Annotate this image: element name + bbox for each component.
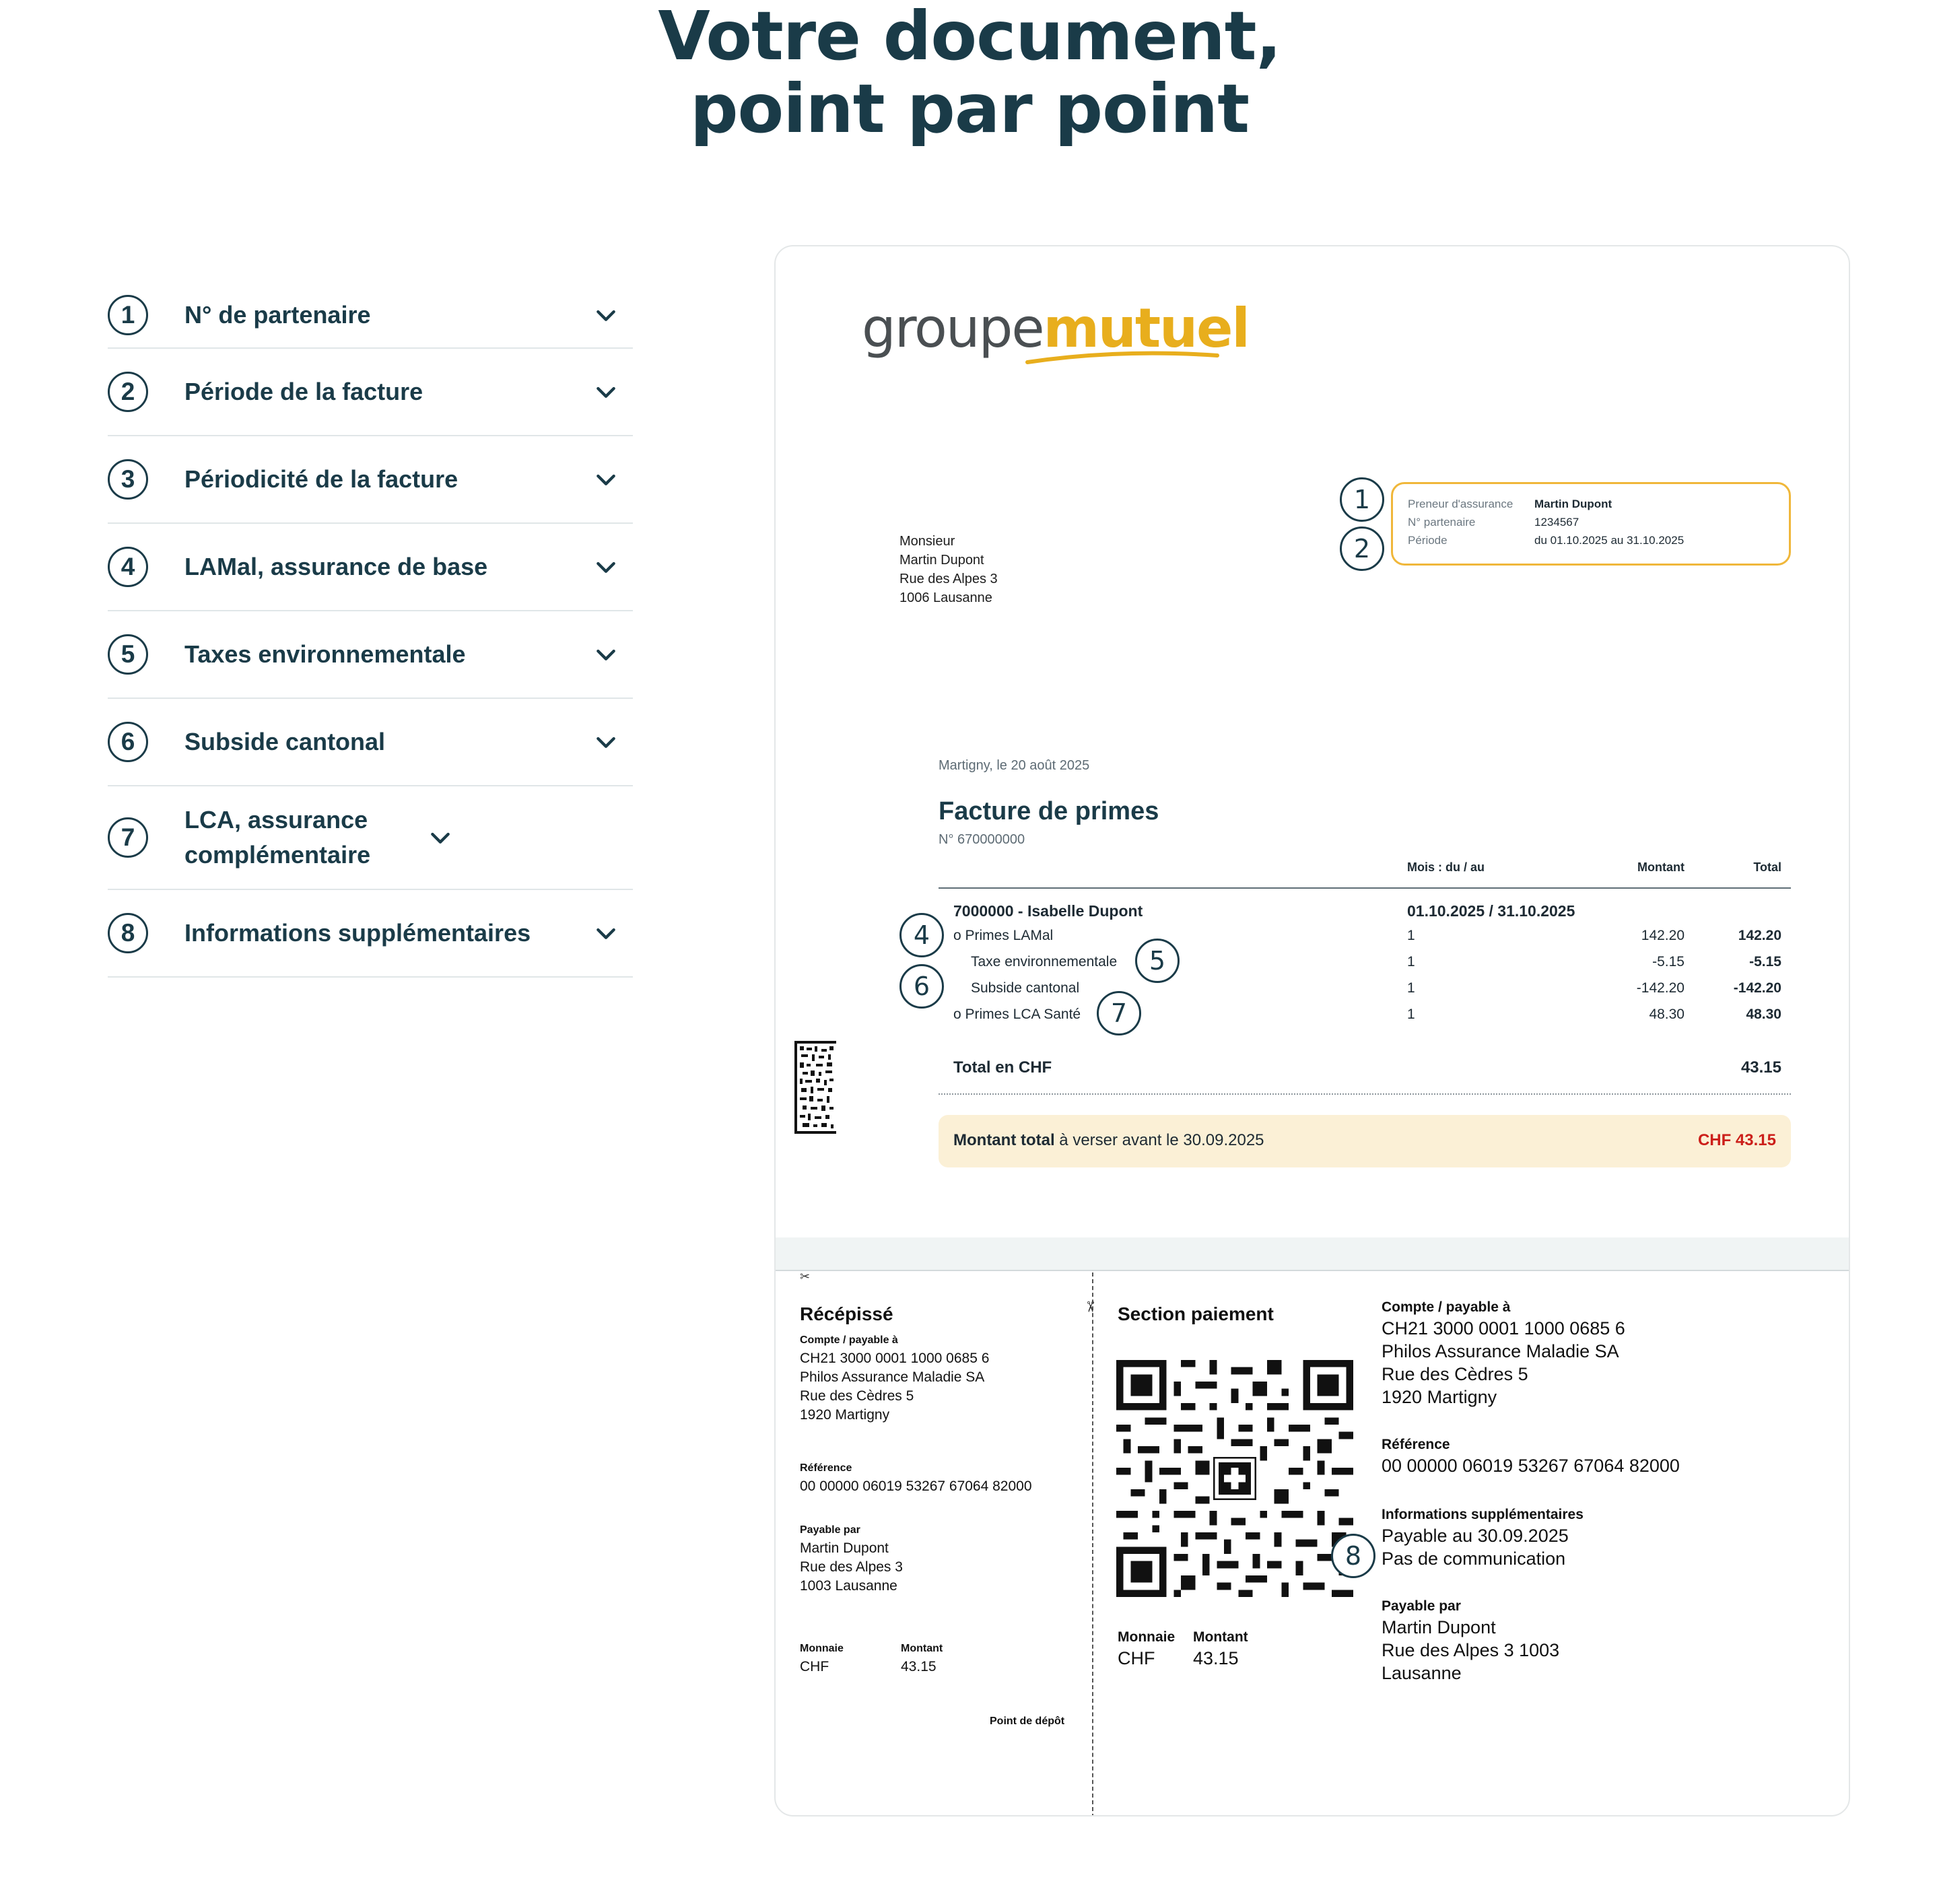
page-title — [0, 0, 1939, 148]
line-item-label: o Primes LAMal — [953, 928, 1054, 943]
line-item-months: 1 — [1407, 1007, 1415, 1022]
accordion-item-label: Taxes environnementale — [184, 640, 466, 668]
info-line: Pas de communication — [1382, 1549, 1566, 1569]
line-item-amount: -142.20 — [1636, 980, 1685, 996]
total-value: 43.15 — [1740, 1058, 1781, 1077]
payment-currency: CHF — [1118, 1648, 1155, 1668]
payer-line: Rue des Alpes 3 — [800, 1559, 903, 1575]
chevron-down-icon[interactable] — [592, 728, 619, 755]
invoice-title: Facture de primes — [939, 797, 1159, 825]
datamatrix-code-icon — [794, 1041, 836, 1134]
account-line: Philos Assurance Maladie SA — [800, 1369, 985, 1385]
invoice-document — [774, 245, 1850, 1816]
line-item-months: 1 — [1407, 928, 1415, 943]
accordion-item-lca[interactable] — [108, 786, 633, 890]
payment-account-label: Compte / payable à — [1382, 1299, 1511, 1315]
recipient-address — [899, 532, 998, 607]
receipt-amount: 43.15 — [901, 1659, 937, 1674]
line-item-amount: 48.30 — [1649, 1007, 1685, 1022]
accordion-item-invoice-periodicity[interactable] — [108, 436, 633, 524]
info-value: du 01.10.2025 au 31.10.2025 — [1534, 534, 1685, 547]
insured-person: 7000000 - Isabelle Dupont — [953, 902, 1143, 920]
line-item-months: 1 — [1407, 954, 1415, 970]
receipt-currency: CHF — [800, 1659, 829, 1674]
step-number-badge: 2 — [108, 372, 148, 412]
account-line: 1920 Martigny — [1382, 1387, 1497, 1407]
amount-due-value: CHF 43.15 — [1697, 1131, 1776, 1149]
accordion-item-partner-number[interactable] — [108, 283, 633, 349]
receipt-reference: 00 00000 06019 53267 67064 82000 — [800, 1478, 1032, 1494]
step-number-badge: 1 — [108, 295, 148, 335]
payment-amount-label: Montant — [1193, 1629, 1248, 1645]
payment-reference: 00 00000 06019 53267 67064 82000 — [1382, 1456, 1680, 1476]
payer-line: Martin Dupont — [1382, 1617, 1496, 1637]
amount-due-label-bold: Montant total — [953, 1131, 1055, 1149]
chevron-down-icon[interactable] — [427, 824, 454, 851]
receipt-currency-label: Monnaie — [800, 1643, 844, 1654]
line-item-total: -142.20 — [1733, 980, 1781, 996]
info-key: N° partenaire — [1408, 516, 1476, 529]
payment-payer — [1382, 1616, 1559, 1685]
payer-line: Rue des Alpes 3 1003 — [1382, 1640, 1560, 1660]
receipt-amount-label: Montant — [901, 1643, 943, 1654]
account-line: CH21 3000 0001 1000 0685 6 — [1382, 1318, 1625, 1338]
line-item-months: 1 — [1407, 980, 1415, 996]
logo-text-groupe: groupe — [862, 297, 1044, 360]
address-line: 1006 Lausanne — [899, 590, 992, 605]
accordion-item-label: Périodicité de la facture — [184, 465, 458, 493]
callout-badge-5[interactable]: 5 — [1135, 939, 1180, 983]
line-item-total: 142.20 — [1738, 928, 1781, 943]
chevron-down-icon[interactable] — [592, 920, 619, 947]
chevron-down-icon[interactable] — [592, 378, 619, 405]
callout-badge-4[interactable]: 4 — [899, 913, 944, 957]
line-item-amount: 142.20 — [1641, 928, 1685, 943]
additional-info-label: Informations supplémentaires — [1382, 1507, 1584, 1522]
column-header-months: Mois : du / au — [1407, 860, 1485, 874]
account-line: Rue des Cèdres 5 — [1382, 1364, 1528, 1384]
invoice-number: N° 670000000 — [939, 832, 1025, 847]
column-header-amount: Montant — [1637, 860, 1685, 874]
column-header-total: Total — [1753, 860, 1781, 874]
logo-swoosh-icon — [1025, 342, 1220, 366]
payment-reference-label: Référence — [1382, 1437, 1450, 1452]
logo-text-mutuel: mutuel — [1043, 297, 1249, 360]
callout-badge-7[interactable]: 7 — [1097, 991, 1141, 1035]
receipt-payer-label: Payable par — [800, 1524, 860, 1536]
payer-line: 1003 Lausanne — [800, 1578, 897, 1594]
table-header-divider — [939, 887, 1791, 889]
scissors-icon: ✂ — [1082, 1300, 1099, 1314]
receipt-title: Récépissé — [800, 1303, 893, 1324]
step-number-badge: 4 — [108, 547, 148, 587]
amount-due-label — [953, 1131, 1264, 1150]
payment-account — [1382, 1317, 1625, 1408]
step-number-badge: 5 — [108, 634, 148, 675]
step-number-badge: 8 — [108, 913, 148, 953]
info-value: 1234567 — [1534, 516, 1579, 529]
line-item-total: -5.15 — [1749, 954, 1781, 970]
accordion-item-environmental-tax[interactable] — [108, 611, 633, 699]
page-title-line-1: Votre document, — [658, 0, 1281, 75]
accordion-item-label: Informations supplémentaires — [184, 919, 531, 947]
line-item-label: Subside cantonal — [971, 980, 1080, 996]
callout-badge-1[interactable]: 1 — [1340, 477, 1384, 522]
total-label: Total en CHF — [953, 1058, 1052, 1077]
info-key: Preneur d'assurance — [1408, 498, 1513, 510]
step-number-badge: 7 — [108, 817, 148, 858]
callout-badge-6[interactable]: 6 — [899, 964, 944, 1009]
accordion-item-cantonal-subsidy[interactable] — [108, 699, 633, 786]
accordion-item-label: LCA, assurance complémentaire — [184, 806, 371, 869]
amount-due-bar — [939, 1115, 1791, 1167]
total-divider — [939, 1093, 1791, 1095]
receipt-account — [800, 1349, 989, 1425]
receipt-separator-line — [1092, 1272, 1093, 1816]
account-line: CH21 3000 0001 1000 0685 6 — [800, 1351, 990, 1366]
accordion-item-label: LAMal, assurance de base — [184, 553, 488, 580]
account-line: 1920 Martigny — [800, 1407, 890, 1423]
chevron-down-icon[interactable] — [592, 641, 619, 668]
info-value: Martin Dupont — [1534, 498, 1612, 510]
payment-slip-separator — [776, 1237, 1850, 1271]
accordion-item-label: N° de partenaire — [184, 301, 371, 329]
chevron-down-icon[interactable] — [592, 553, 619, 580]
policyholder-info-box — [1391, 482, 1791, 566]
receipt-payer — [800, 1539, 903, 1596]
additional-info — [1382, 1524, 1569, 1570]
accordion-item-label: Période de la facture — [184, 378, 423, 405]
explanation-accordion — [108, 283, 633, 978]
info-key: Période — [1408, 534, 1448, 547]
info-line: Payable au 30.09.2025 — [1382, 1526, 1569, 1546]
address-line: Monsieur — [899, 534, 955, 549]
accordion-item-invoice-period[interactable] — [108, 349, 633, 436]
address-line: Martin Dupont — [899, 553, 984, 568]
amount-due-label-rest: à verser avant le 30.09.2025 — [1054, 1131, 1264, 1149]
chevron-down-icon[interactable] — [592, 466, 619, 493]
account-line: Philos Assurance Maladie SA — [1382, 1341, 1619, 1361]
payer-line: Lausanne — [1382, 1663, 1462, 1683]
payment-currency-label: Monnaie — [1118, 1629, 1176, 1645]
accordion-item-lamal[interactable] — [108, 524, 633, 611]
callout-badge-2[interactable]: 2 — [1340, 526, 1384, 571]
step-number-badge: 3 — [108, 459, 148, 500]
place-date: Martigny, le 20 août 2025 — [939, 758, 1090, 773]
page-title-line-2: point par point — [689, 69, 1250, 148]
payment-payer-label: Payable par — [1382, 1598, 1461, 1614]
address-line: Rue des Alpes 3 — [899, 572, 998, 586]
step-number-badge: 6 — [108, 722, 148, 762]
coverage-period: 01.10.2025 / 31.10.2025 — [1407, 902, 1575, 920]
swiss-qr-code-icon — [1116, 1360, 1353, 1597]
callout-badge-8[interactable]: 8 — [1331, 1534, 1375, 1578]
deposit-point-label: Point de dépôt — [990, 1715, 1065, 1727]
scissors-icon: ✂ — [800, 1270, 811, 1283]
payment-section-title: Section paiement — [1118, 1303, 1274, 1324]
accordion-item-label: Subside cantonal — [184, 728, 386, 755]
accordion-item-additional-info[interactable] — [108, 890, 633, 978]
chevron-down-icon[interactable] — [592, 302, 619, 329]
line-item-label: Taxe environnementale — [971, 954, 1118, 970]
line-item-amount: -5.15 — [1652, 954, 1685, 970]
line-item-total: 48.30 — [1746, 1007, 1781, 1022]
receipt-reference-label: Référence — [800, 1462, 852, 1474]
payment-amount: 43.15 — [1193, 1648, 1239, 1668]
receipt-account-label: Compte / payable à — [800, 1334, 898, 1346]
account-line: Rue des Cèdres 5 — [800, 1388, 914, 1404]
line-item-label: o Primes LCA Santé — [953, 1007, 1081, 1022]
payer-line: Martin Dupont — [800, 1540, 889, 1556]
